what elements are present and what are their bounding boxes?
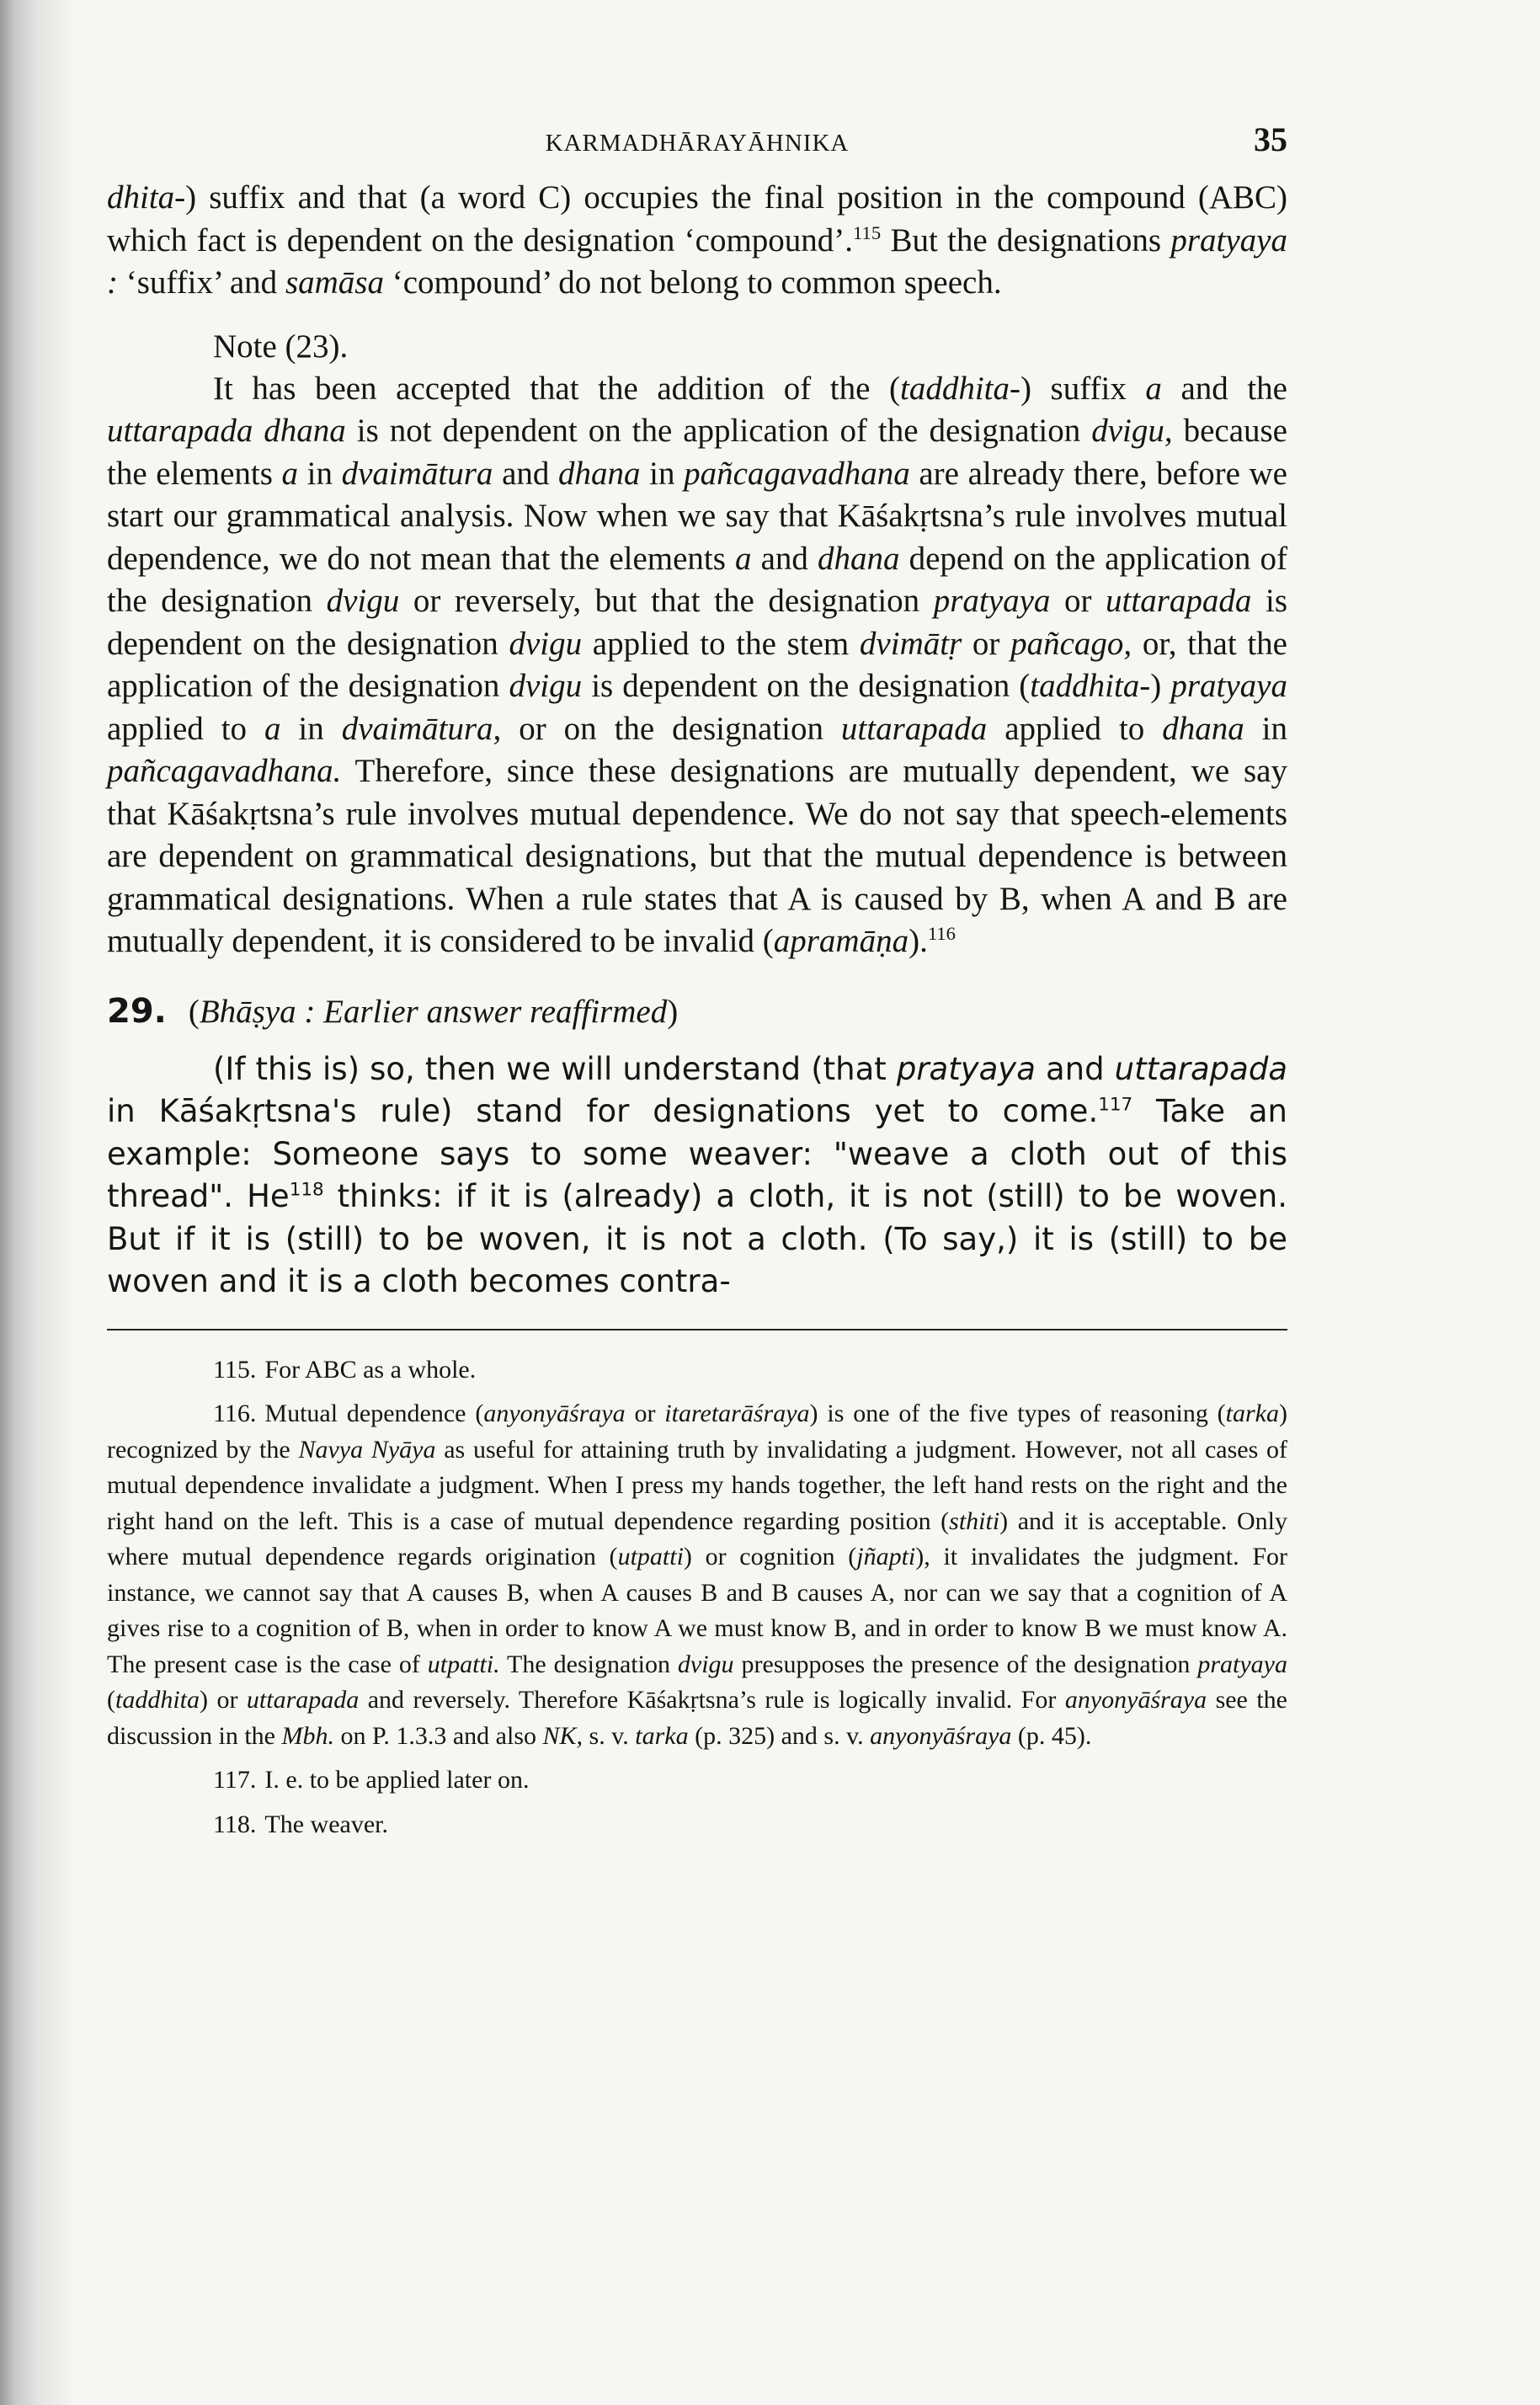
italic-term: pratyaya: [896, 1050, 1036, 1087]
text-run: see the discussion in the: [107, 1686, 1287, 1750]
text-run: or on the designation: [501, 710, 841, 747]
italic-term: a: [264, 710, 281, 747]
italic-term: jñapti: [856, 1543, 916, 1570]
italic-term: dhana: [818, 540, 900, 577]
italic-term: utpatti: [617, 1543, 684, 1570]
italic-term: anyonyāśraya: [870, 1721, 1012, 1750]
italic-term: dvigu: [326, 583, 400, 619]
italic-term: pratyaya :: [107, 221, 1287, 301]
italic-term: uttarapada: [840, 710, 988, 747]
italic-term: dvaimātura,: [341, 710, 502, 747]
page-header: [107, 109, 1287, 177]
italic-term: uttarapada: [1114, 1050, 1287, 1087]
text-run: or, that the application of the designation: [107, 625, 1287, 704]
italic-term: pratyaya: [933, 583, 1051, 619]
text-run: in: [280, 710, 342, 747]
footnote: [107, 1396, 1287, 1754]
text-run: ) is one of the five types of reasoning (: [809, 1400, 1226, 1427]
text-run: in Kāśakṛtsna's rule) stand for designations yet to come.: [107, 1093, 1099, 1129]
italic-term: anyonyāśraya: [483, 1400, 626, 1427]
footnote: [107, 1807, 1287, 1843]
text-run: is dependent on the designation: [107, 583, 1288, 662]
italic-term: apramāṇa: [773, 923, 909, 959]
italic-term: dvaimātura: [341, 455, 493, 492]
text-run: For ABC as a whole.: [264, 1355, 477, 1384]
italic-term: taddhita-: [1030, 668, 1151, 704]
italic-term: dhana: [558, 455, 641, 492]
italic-term: uttarapada dhana: [107, 413, 346, 449]
italic-term: taddhita: [115, 1686, 200, 1714]
text-run: Therefore, since these designations are mutually dependent, we say that Kāśakṛtsna’s rule involves mutual dependence. We do not say that speech-elements are dependent on grammatical designations, but that the mutual dependence is between grammatical designations. When a rule states that A is caused by B, when A and B are mutually dependent, it is considered to be invalid (: [107, 753, 1287, 959]
scanned-page-edge-shadow: [0, 0, 76, 2405]
text-run: The weaver.: [264, 1810, 388, 1838]
text-run: as useful for attaining truth by invalidating a judgment. However, not all cases of mutual dependence invalidate a judgment. When I press my hands together, the left hand rests on the right and the right hand on the left. This is a case of mutual dependence regarding position (: [107, 1435, 1288, 1535]
italic-term: samāsa: [285, 264, 384, 301]
text-run: and: [751, 540, 818, 577]
footnote-ref: 116: [927, 923, 956, 944]
text-run: Take an example: Someone says to some weaver: "weave a cloth out of this thread". He: [107, 1093, 1287, 1214]
italic-term: anyonyāśraya: [1064, 1686, 1207, 1714]
italic-term: Bhāṣya : Earlier answer reaffirmed: [199, 993, 668, 1030]
text-run: (If this is) so, then we will understand (that: [213, 1050, 897, 1087]
footnote-ref: 117: [1098, 1094, 1133, 1116]
italic-term: a: [281, 455, 299, 492]
italic-term: taddhita-: [899, 370, 1020, 407]
text-run: (p. 325) and s. v.: [688, 1721, 871, 1750]
text-run: on P. 1.3.3 and also: [334, 1721, 543, 1750]
italic-term: dvigu: [677, 1650, 734, 1678]
text-run: is not dependent on the application of the designation: [345, 413, 1092, 449]
footnote-number: 117.: [213, 1766, 257, 1794]
footnote-number: 118.: [213, 1810, 257, 1838]
text-run: and reversely. Therefore Kāśakṛtsna’s rule is logically invalid. For: [359, 1686, 1065, 1714]
text-run: or reversely, but that the designation: [399, 583, 934, 619]
text-run: thinks: if it is (already) a cloth, it is not (still) to be woven. But if it is (still) to be woven, it is not a cloth. (To say,) it is (still) to be woven and it is a cloth becomes contra-: [107, 1178, 1287, 1299]
italic-term: utpatti.: [427, 1650, 500, 1678]
italic-term: uttarapada: [1106, 583, 1252, 619]
text-run: or: [962, 625, 1011, 662]
running-title: KARMADHĀRAYĀHNIKA: [545, 130, 850, 157]
text-run: ‘suffix’ and: [118, 264, 285, 301]
text-run: (: [188, 993, 200, 1030]
footnote: [107, 1352, 1287, 1389]
text-run: ) suffix and that (a word C) occupies the final position in the compound (ABC) which fact is dependent on the designation ‘compound’.: [107, 179, 1287, 259]
text-run: ‘compound’ do not belong to common speech.: [383, 264, 1002, 301]
text-run: in: [640, 455, 685, 492]
text-run: ) and it is acceptable. Only where mutual dependence regards origination (: [107, 1506, 1287, 1570]
book-page: [107, 109, 1287, 1851]
italic-term: dvigu,: [1091, 413, 1173, 449]
footnote-text: [264, 1810, 388, 1838]
text-run: The designation: [499, 1650, 678, 1678]
text-run: I. e. to be applied later on.: [264, 1766, 530, 1794]
italic-term: pratyaya: [1170, 668, 1287, 704]
text-run: or: [625, 1400, 665, 1427]
italic-term: dhita-: [107, 179, 186, 216]
italic-term: a: [735, 540, 752, 577]
text-run: applied to the stem: [582, 625, 860, 662]
text-run: ): [1150, 668, 1171, 704]
footnote-number: 116.: [213, 1400, 257, 1427]
text-run: ): [667, 993, 679, 1030]
text-run: But the designations: [881, 221, 1171, 259]
footnote-ref: 118: [289, 1179, 324, 1201]
text-run: depend on the application of the designation: [107, 540, 1288, 619]
italic-term: NK,: [542, 1721, 583, 1750]
italic-term: dvigu: [509, 625, 583, 662]
footnote-number: 115.: [213, 1355, 257, 1384]
italic-term: pratyaya: [1197, 1650, 1287, 1678]
section-title: [189, 994, 678, 1030]
text-run: ), it invalidates the judgment. For instance, we cannot say that A causes B, when A causes B and B causes A, nor can we say that a cognition of A gives rise to a cognition of B, when in order to know A we must know B, and in order to know B we must know A. The present case is the case of: [107, 1543, 1287, 1678]
text-run: are already there, before we start our grammatical analysis. Now when we say that Kāśakṛtsna’s rule involves mutual dependence, we do not mean that the elements: [107, 455, 1287, 577]
page-number: 35: [1254, 120, 1287, 158]
text-run: Mutual dependence (: [264, 1400, 484, 1427]
italic-term: Mbh.: [281, 1721, 334, 1750]
italic-term: pañcagavadhana: [684, 455, 910, 492]
note-heading: Note (23).: [213, 328, 349, 365]
italic-term: uttarapada: [246, 1686, 360, 1714]
italic-term: sthiti: [949, 1506, 1000, 1535]
footnote-text: [264, 1766, 529, 1794]
text-run: applied to: [987, 710, 1163, 747]
paragraph-bhasya-translation: [107, 1048, 1287, 1304]
text-run: and: [493, 455, 559, 492]
italic-term: tarka: [1225, 1400, 1279, 1427]
text-run: ) or cognition (: [683, 1543, 857, 1570]
italic-term: pañcago,: [1010, 625, 1132, 662]
text-run: ) or: [200, 1686, 247, 1714]
text-run: in: [1244, 710, 1287, 747]
footnote-text: [107, 1400, 1287, 1750]
text-run: ) recognized by the: [107, 1400, 1287, 1464]
italic-term: pañcagavadhana.: [107, 753, 342, 789]
italic-term: dvimātṛ: [859, 625, 962, 662]
footnotes: [107, 1352, 1287, 1843]
italic-term: tarka: [635, 1721, 689, 1750]
text-run: s. v.: [583, 1721, 636, 1750]
text-run: in: [298, 455, 342, 492]
text-run: because the elements: [107, 413, 1287, 492]
text-run: ) suffix: [1020, 370, 1146, 407]
text-run: presupposes the presence of the designation: [733, 1650, 1198, 1678]
text-run: and: [1035, 1050, 1115, 1087]
text-run: or: [1050, 583, 1106, 619]
italic-term: Navya Nyāya: [298, 1435, 436, 1464]
section-heading: [107, 990, 1287, 1033]
text-run: applied to: [107, 710, 264, 747]
italic-term: a: [1145, 370, 1162, 407]
text-run: and the: [1161, 370, 1287, 407]
section-number: 29.: [107, 991, 167, 1031]
footnote-text: [264, 1356, 476, 1384]
footnote: [107, 1762, 1287, 1799]
italic-term: dvigu: [509, 668, 583, 704]
text-run: is dependent on the designation (: [582, 668, 1031, 704]
footnote-ref: 115: [853, 221, 882, 243]
text-run: It has been accepted that the addition of the (: [213, 370, 900, 407]
text-run: ).: [909, 923, 928, 959]
italic-term: dhana: [1162, 710, 1244, 747]
text-run: (p. 45).: [1011, 1721, 1092, 1750]
paragraph-note-23: [107, 368, 1287, 963]
text-run: (: [107, 1686, 115, 1714]
footnote-rule: [107, 1329, 1287, 1330]
paragraph-continued: [107, 177, 1287, 305]
italic-term: itaretarāśraya: [664, 1400, 810, 1427]
